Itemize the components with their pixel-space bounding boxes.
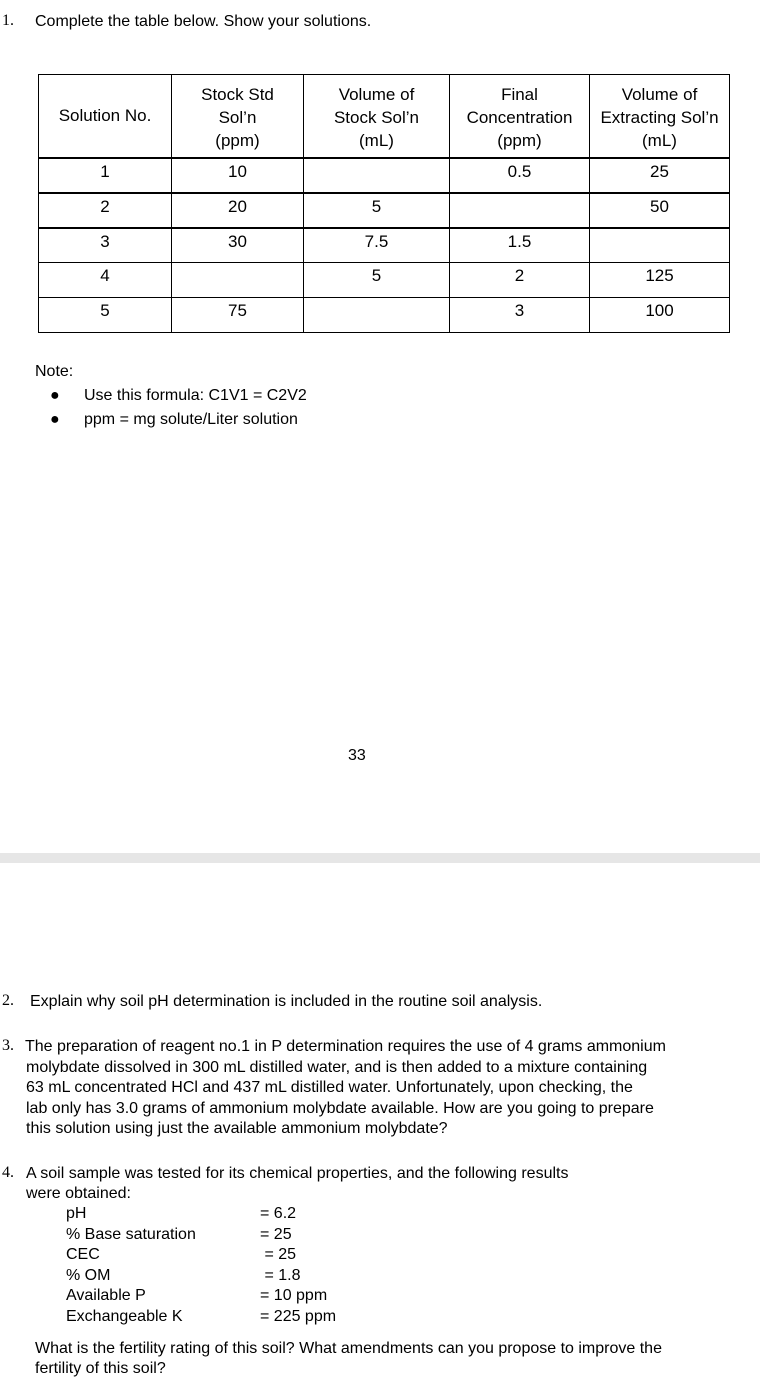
q4-question-line: fertility of this soil?	[35, 1360, 166, 1377]
bullet-icon: ●	[50, 387, 60, 404]
soil-result-row	[66, 1307, 386, 1328]
table-cell: 10	[172, 158, 304, 193]
header-line: Stock Std	[201, 85, 274, 104]
q4-number: 4.	[2, 1164, 14, 1181]
soil-results-list	[66, 1204, 386, 1327]
result-label: % OM	[66, 1266, 111, 1284]
header-line: Extracting Sol’n	[600, 108, 719, 127]
soil-result-row	[66, 1245, 386, 1266]
header-line: (ppm)	[497, 131, 542, 150]
table-cell	[304, 158, 450, 193]
result-label: % Base saturation	[66, 1225, 196, 1243]
q4-question	[35, 1339, 662, 1379]
q3-number: 3.	[2, 1037, 14, 1054]
table-cell: 30	[172, 228, 304, 263]
result-value: = 225 ppm	[260, 1307, 337, 1325]
soil-result-row	[66, 1204, 386, 1225]
table-row	[39, 228, 730, 263]
q4-intro	[26, 1164, 568, 1204]
soil-result-row	[66, 1266, 386, 1287]
table-cell: 3	[39, 228, 172, 263]
table-cell: 5	[39, 298, 172, 333]
result-value: = 25	[260, 1225, 292, 1243]
table-row	[39, 193, 730, 228]
header-volume-stock	[304, 75, 450, 158]
result-label: CEC	[66, 1246, 100, 1263]
table-cell: 100	[590, 298, 730, 333]
q3-line: lab only has 3.0 grams of ammonium molybdate available. How are you going to prepare	[26, 1099, 654, 1117]
table-row	[39, 158, 730, 193]
q4-question-line: What is the fertility rating of this soil? What amendments can you propose to improve the	[35, 1340, 662, 1357]
result-value: = 1.8	[260, 1266, 301, 1284]
soil-result-row	[66, 1286, 386, 1307]
header-line: (ppm)	[215, 131, 260, 150]
header-line: Stock Sol’n	[333, 108, 420, 127]
table-cell: 50	[590, 193, 730, 228]
result-label: Available P	[66, 1287, 146, 1304]
table-cell: 25	[590, 158, 730, 193]
bullet-icon: ●	[50, 411, 60, 428]
table-cell	[450, 193, 590, 228]
header-line: Volume of	[621, 85, 698, 104]
header-final-concentration	[450, 75, 590, 158]
table-row	[39, 263, 730, 298]
notes-list	[50, 384, 307, 432]
table-cell: 7.5	[304, 228, 450, 263]
header-line: Final	[501, 85, 538, 104]
table-cell	[590, 228, 730, 263]
header-line: Volume of	[338, 85, 415, 104]
table-cell: 3	[450, 298, 590, 333]
table-cell: 75	[172, 298, 304, 333]
q2-number: 2.	[2, 992, 14, 1009]
note-label: Note:	[35, 363, 74, 380]
header-solution-no	[39, 75, 172, 158]
q1-prompt: Complete the table below. Show your solutions.	[35, 13, 372, 30]
table-cell: 4	[39, 263, 172, 298]
q3-paragraph	[25, 1037, 666, 1140]
table-cell	[304, 298, 450, 333]
table-cell: 5	[304, 193, 450, 228]
table-cell: 5	[304, 263, 450, 298]
result-value: = 6.2	[260, 1205, 297, 1222]
note-item	[50, 384, 307, 408]
header-line: (mL)	[359, 131, 394, 150]
q2-text: Explain why soil pH determination is included in the routine soil analysis.	[30, 993, 543, 1010]
header-line: Concentration	[466, 108, 573, 127]
header-line: Sol’n	[218, 108, 257, 127]
table-cell: 1.5	[450, 228, 590, 263]
q4-intro-line: A soil sample was tested for its chemical properties, and the following results	[26, 1165, 569, 1182]
table-cell: 2	[450, 263, 590, 298]
page-number: 33	[348, 747, 366, 764]
page-divider	[0, 853, 760, 863]
header-stock-std	[172, 75, 304, 158]
table-row	[39, 298, 730, 333]
q4-intro-line: were obtained:	[26, 1185, 131, 1202]
header-volume-extracting	[590, 75, 730, 158]
note-text: Use this formula: C1V1 = C2V2	[84, 387, 307, 404]
table-cell: 1	[39, 158, 172, 193]
solution-table	[38, 74, 730, 333]
result-value: = 10 ppm	[260, 1287, 328, 1304]
q3-line: molybdate dissolved in 300 mL distilled water, and is then added to a mixture containing	[26, 1058, 648, 1076]
table-cell: 20	[172, 193, 304, 228]
q1-number: 1.	[2, 12, 14, 29]
note-text: ppm = mg solute/Liter solution	[84, 411, 298, 428]
note-item	[50, 408, 307, 432]
table-cell: 125	[590, 263, 730, 298]
header-line: (mL)	[642, 131, 677, 150]
soil-result-row	[66, 1225, 386, 1246]
result-label: Exchangeable K	[66, 1307, 183, 1325]
q3-line: this solution using just the available ammonium molybdate?	[26, 1120, 448, 1137]
table-header-row	[39, 75, 730, 158]
table-cell: 2	[39, 193, 172, 228]
result-label: pH	[66, 1205, 87, 1222]
q3-line: 63 mL concentrated HCl and 437 mL distilled water. Unfortunately, upon checking, the	[26, 1079, 633, 1096]
result-value: = 25	[260, 1246, 297, 1263]
table-cell: 0.5	[450, 158, 590, 193]
header-line: Solution No.	[58, 106, 152, 126]
q3-line: The preparation of reagent no.1 in P determination requires the use of 4 grams ammonium	[25, 1038, 666, 1055]
table-cell	[172, 263, 304, 298]
